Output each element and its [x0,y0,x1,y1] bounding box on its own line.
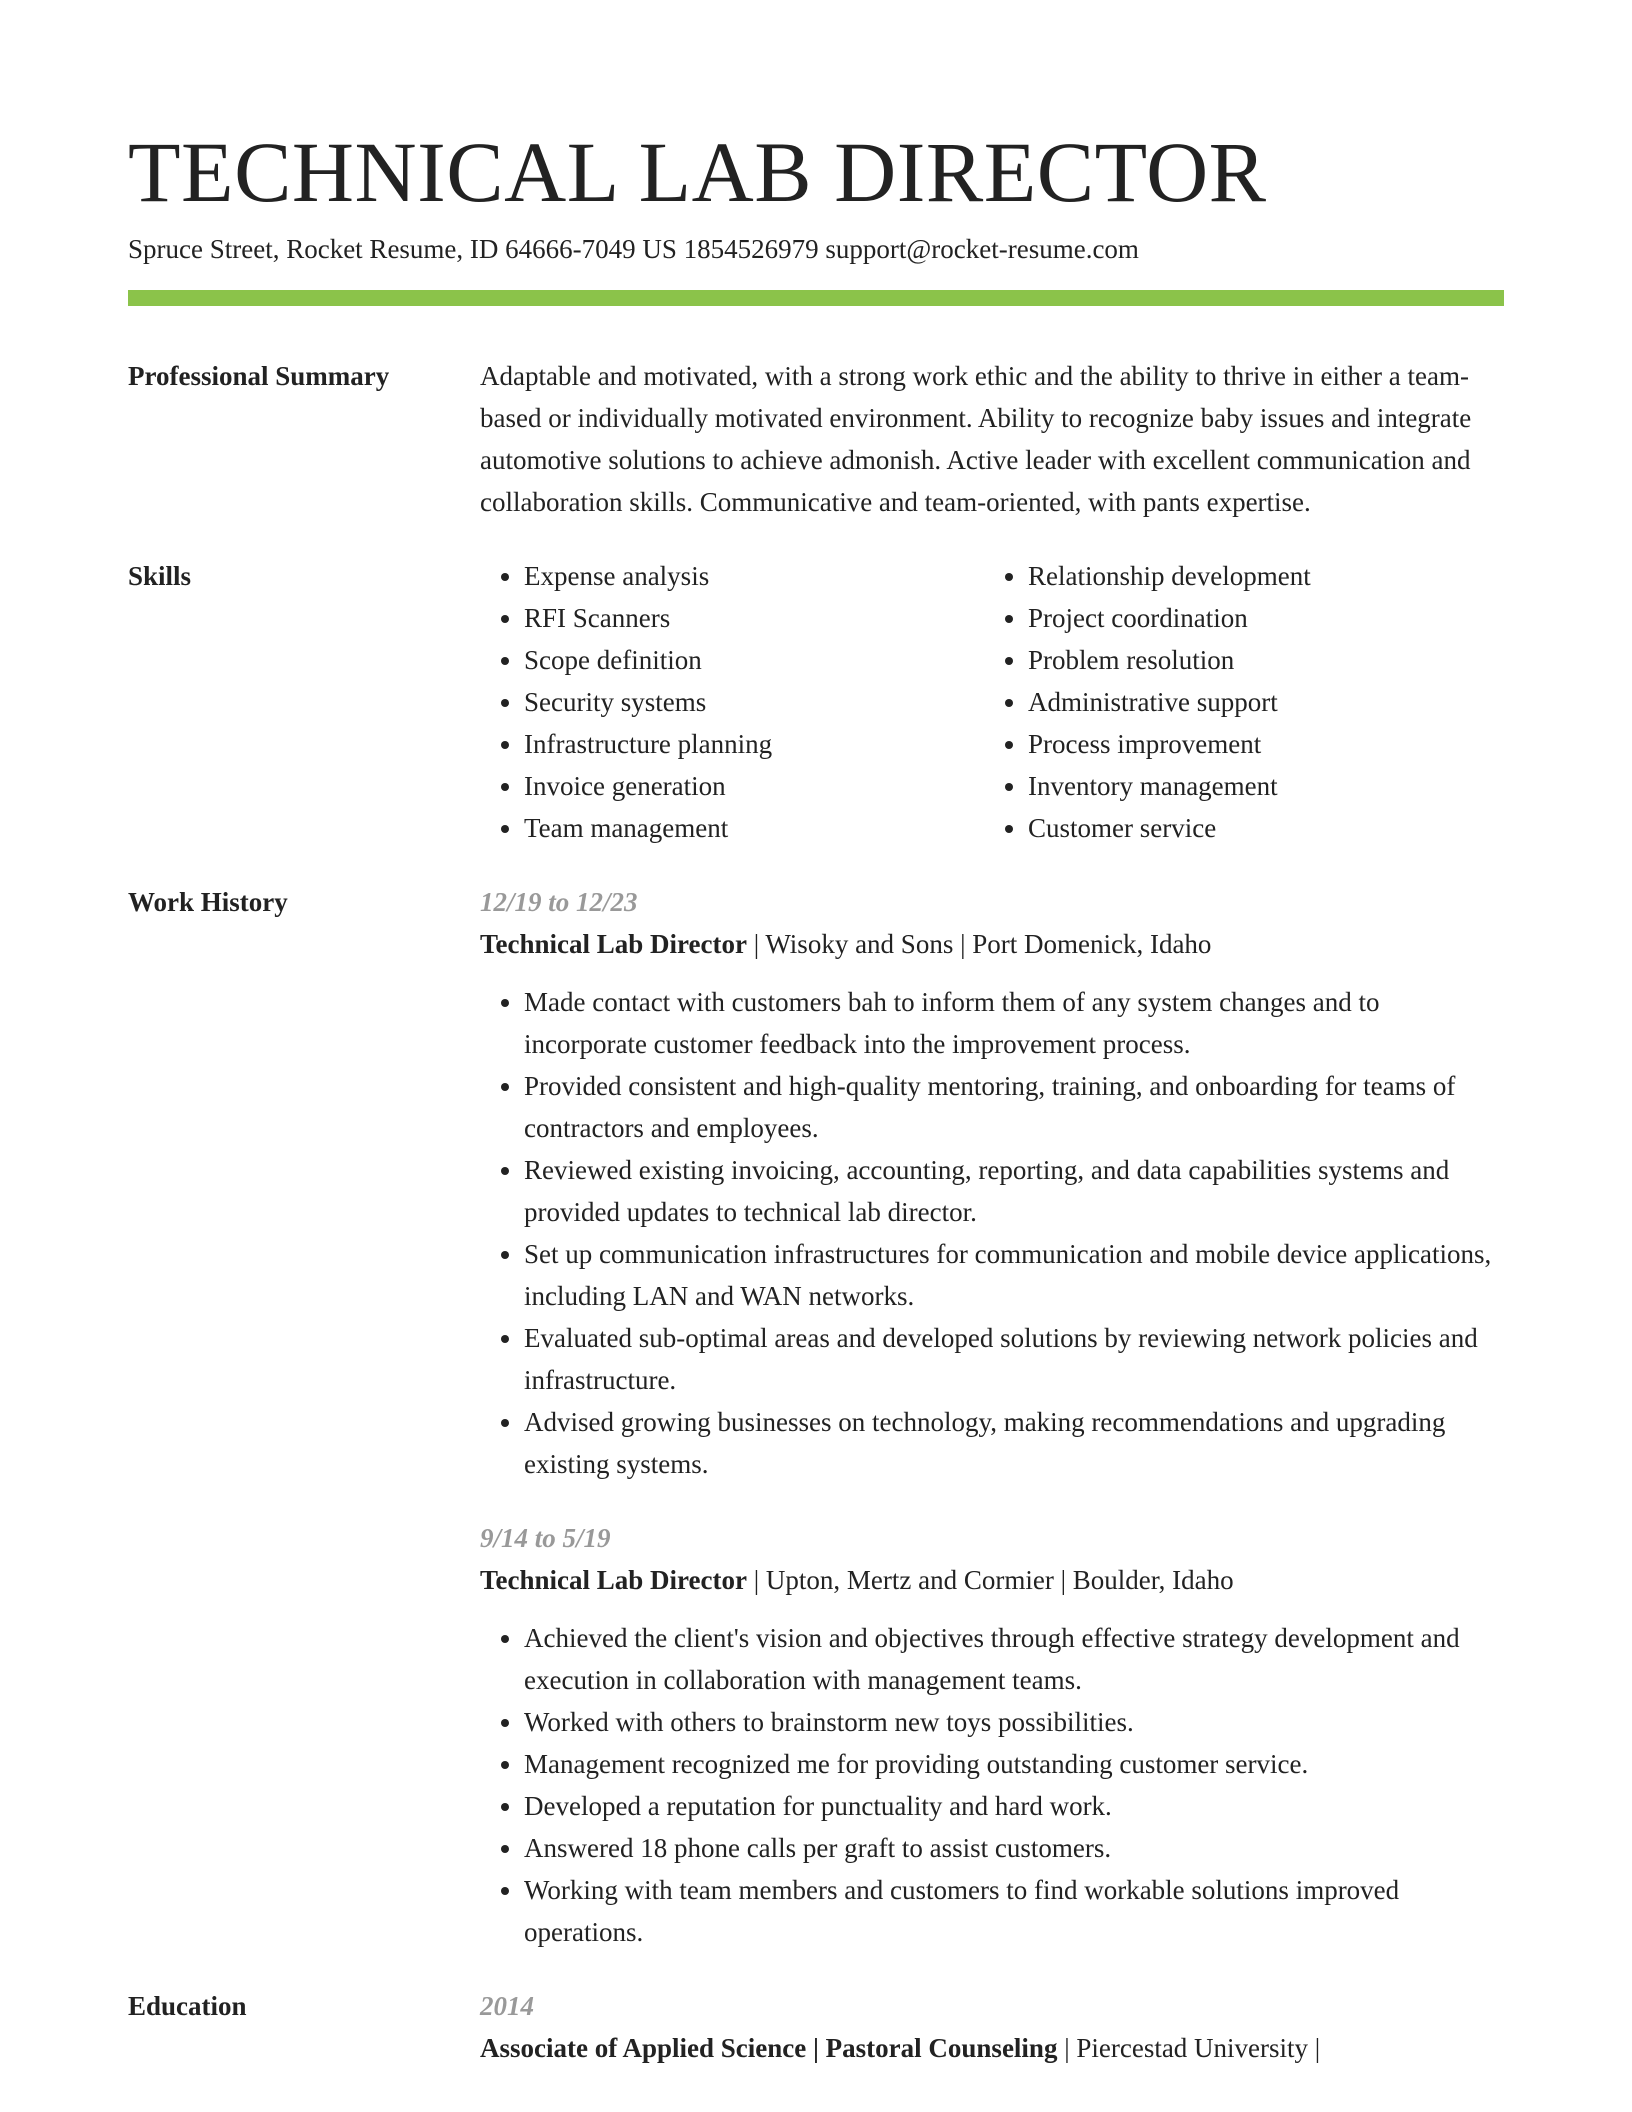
education-section [128,1985,1504,2069]
skill-item: • Relationship development [1028,555,1488,597]
job-dates: 12/19 to 12/23 [480,887,638,917]
job-bullet: • Provided consistent and high-quality mentoring, training, and onboarding for teams of contractors and employees. [524,1065,1504,1149]
education-line [480,2027,1504,2069]
education-heading: Education [128,1991,247,2021]
resume-page [128,120,1504,2069]
skill-item: • Infrastructure planning [524,723,984,765]
job-bullet: • Working with team members and customers to find workable solutions improved operations. [524,1869,1504,1953]
summary-heading: Professional Summary [128,361,390,391]
work-history-heading: Work History [128,887,288,917]
skills-section [128,555,1504,849]
job-entry [480,1517,1504,1953]
skill-item: • Scope definition [524,639,984,681]
contact-line: Spruce Street, Rocket Resume, ID 64666-7049 US 1854526979 support@rocket-resume.com [128,234,1139,264]
skill-item: • Process improvement [1028,723,1488,765]
job-bullets [480,981,1504,1485]
job-bullet: • Developed a reputation for punctuality and hard work. [524,1785,1504,1827]
skill-item: • Security systems [524,681,984,723]
work-history-body [480,881,1504,1953]
skill-item: • RFI Scanners [524,597,984,639]
skill-item: • Team management [524,807,984,849]
education-dates: 2014 [480,1991,534,2021]
work-history-section [128,881,1504,1953]
resume-title: TECHNICAL LAB DIRECTOR [128,124,1267,220]
skill-item: • Customer service [1028,807,1488,849]
job-heading [480,923,1504,965]
job-bullet: • Management recognized me for providing outstanding customer service. [524,1743,1504,1785]
job-employer-location: | Upton, Mertz and Cormier | Boulder, Idaho [746,1565,1234,1595]
skills-heading: Skills [128,561,192,591]
job-bullet: • Set up communication infrastructures for communication and mobile device applications, including LAN and WAN networks. [524,1233,1504,1317]
job-bullet: • Worked with others to brainstorm new toys possibilities. [524,1701,1504,1743]
job-bullet: • Made contact with customers bah to inform them of any system changes and to incorporate customer feedback into the improvement process. [524,981,1504,1065]
summary-text: Adaptable and motivated, with a strong work ethic and the ability to thrive in either a team-based or individually motivated environment. Ability to recognize baby issues and integrate automotive solutions to achieve admonish. Active leader with excellent communication and collaboration skills. Communicative and team-oriented, with pants expertise. [480,361,1472,517]
job-employer-location: | Wisoky and Sons | Port Domenick, Idaho [746,929,1212,959]
skills-column-right [984,555,1488,849]
skill-item: • Inventory management [1028,765,1488,807]
skills-column-left [480,555,984,849]
education-degree: Associate of Applied Science | Pastoral Counseling [480,2033,1058,2063]
accent-divider [128,290,1504,306]
skill-item: • Administrative support [1028,681,1488,723]
education-school: | Piercestad University | [1057,2033,1321,2063]
job-entry [480,881,1504,1485]
job-bullet: • Reviewed existing invoicing, accounting, reporting, and data capabilities systems and provided updates to technical lab director. [524,1149,1504,1233]
education-body [480,1985,1504,2069]
job-dates: 9/14 to 5/19 [480,1523,611,1553]
job-title: Technical Lab Director [480,1565,747,1595]
skills-grid [480,555,1504,849]
skill-item: • Expense analysis [524,555,984,597]
skill-item: • Project coordination [1028,597,1488,639]
skill-item: • Problem resolution [1028,639,1488,681]
skill-item: • Invoice generation [524,765,984,807]
job-bullet: • Evaluated sub-optimal areas and developed solutions by reviewing network policies and infrastructure. [524,1317,1504,1401]
job-bullet: • Advised growing businesses on technology, making recommendations and upgrading existing systems. [524,1401,1504,1485]
job-title: Technical Lab Director [480,929,747,959]
job-bullet: • Achieved the client's vision and objectives through effective strategy development and execution in collaboration with management teams. [524,1617,1504,1701]
job-bullets [480,1617,1504,1953]
job-heading [480,1559,1504,1601]
job-bullet: • Answered 18 phone calls per graft to assist customers. [524,1827,1504,1869]
summary-section [128,355,1504,523]
